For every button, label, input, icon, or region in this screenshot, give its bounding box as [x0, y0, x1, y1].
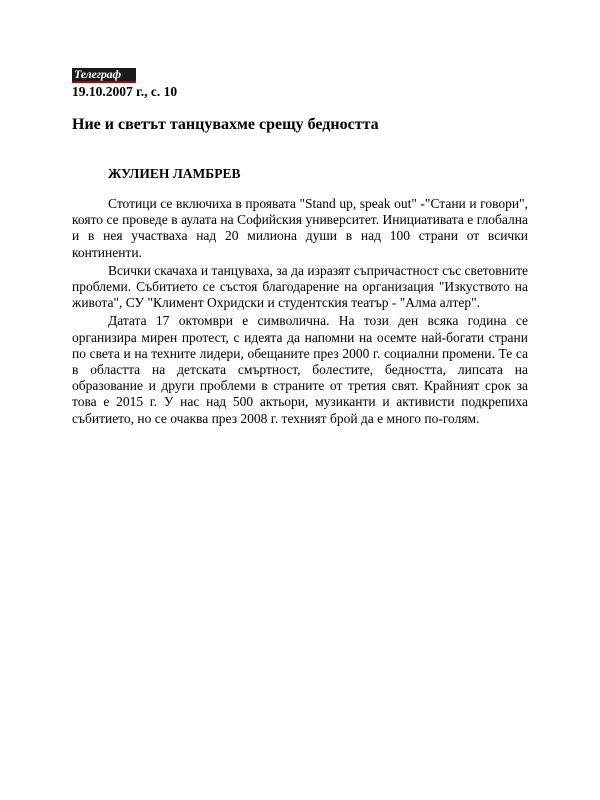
- article-paragraph: Всички скачаха и танцуваха, за да изразят съпричастност със световните проблеми. Събитието се състоя благодарение на организация "Изкуството на живота", СУ "Климент Охридски и студентския театър - "Алма алтер".: [72, 262, 528, 311]
- article-author: ЖУЛИЕН ЛАМБРЕВ: [108, 166, 241, 181]
- newspaper-logo: [72, 68, 136, 83]
- article-body: [72, 196, 528, 429]
- article-paragraph: Датата 17 октомври е символична. На този ден всяка година се организира мирен протест, с идеята да напомни на осемте най-богати страни по света и на техните лидери, обещаните през 2000 г. социални промени. Те са в областта на детската смъртност, болестите, бедността, липсата на образование и други проблеми в страните от третия свят. Крайният срок за това е 2015 г. У нас над 500 актьори, музиканти и активисти подкрепиха събитието, но се очаква през 2008 г. техният брой да е много по-голям.: [72, 313, 528, 426]
- article-paragraph: Стотици се включиха в проявата "Stand up, speak out" -"Стани и говори", която се проведе в аулата на Софийския университет. Инициативата е глобална и в нея участваха над 20 милиона души в над 100 страни от всички континенти.: [72, 196, 528, 260]
- article-headline: Ние и светът танцувахме срещу бедността: [72, 116, 379, 133]
- telegraf-logo-icon: Телеграф: [74, 68, 121, 81]
- publication-dateline: 19.10.2007 г., с. 10: [72, 84, 178, 99]
